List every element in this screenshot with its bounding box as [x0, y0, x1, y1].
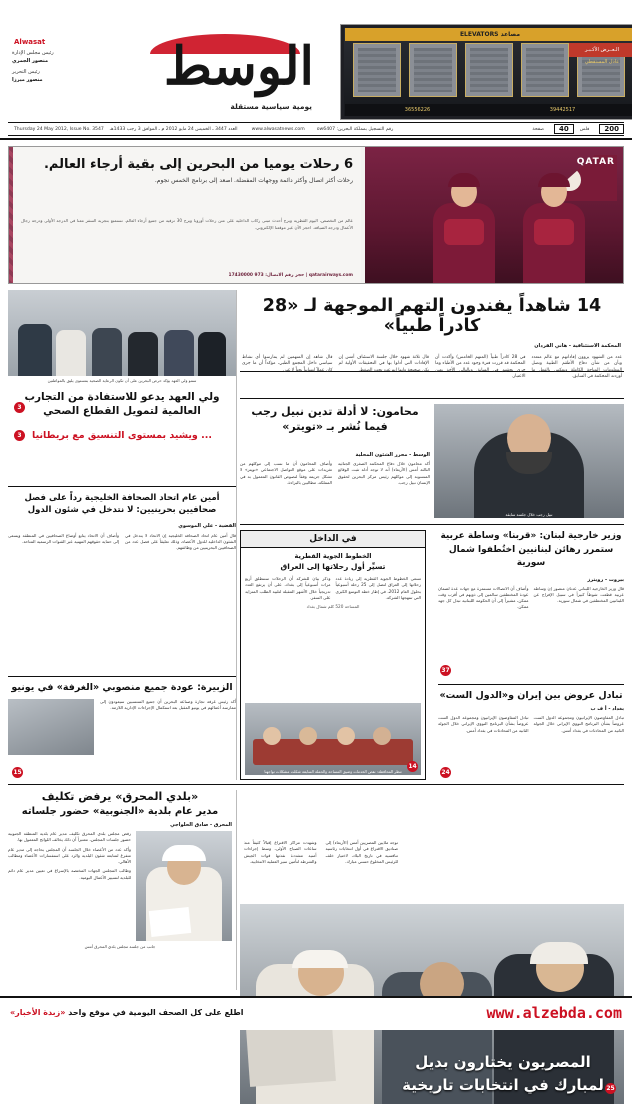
top-banner-ad[interactable] — [340, 24, 632, 120]
muharraq-story[interactable] — [8, 790, 232, 990]
website-line[interactable]: www.alwasatnews.com — [251, 126, 305, 132]
pages-box — [554, 124, 574, 134]
lebanon-kicker: بيروت - رويترز — [587, 576, 624, 583]
ad-phone-2: 36556226 — [404, 107, 431, 113]
editor-name-1: منصور الجمري — [12, 57, 49, 64]
issue-line-en: Thursday 24 May 2012, Issue No. 3547 — [14, 126, 104, 132]
lead-col-4: قال شاهد إن المتهمين لم يمارسوا أي نشاط سياسي داخل المجمع الطبي، مؤكداً أن ما جرى كان عملاً إنسانياً بحتاً لا غير. — [242, 355, 333, 373]
ad-bodytext: عالم من التخصص، اليوم القطرية وبرج أحدث مبنى ركاب الداخلية على متن رحلات أوروبا وبرج 30 ترفية من جميع أرجاء العالم. تستمتع بتجربة السفر معنا في الدرجة الأولى ودرجة رجال الأعمال ودرجة الضيافة. احجز الآن عبر موقعنا الإلكتروني. — [21, 218, 353, 230]
muharraq-photo-caption: جانب من جلسة مجلس بلدي المحرق أمس — [84, 944, 156, 949]
divider-mid-2 — [240, 524, 624, 525]
muharraq-col-1: رفض مجلس بلدي المحرق تكليف مدير عام بلدية المنطقة الجنوبية حضور جلسات المجلس، معتبراً أن ذلك يخالف اللوائح المعمول بها. — [8, 831, 131, 843]
divider-left-2 — [8, 676, 236, 677]
ad-copy — [13, 147, 361, 283]
gcc-press-col-2: وأضاف أن الاتحاد يتابع أوضاع الصحافيين في المنطقة ويسعى إلى حماية حقوقهم المهنية عبر القنوات الرسمية المتاحة. — [8, 532, 119, 544]
rajab-body — [240, 452, 430, 486]
iran-col-1: تبادل المفاوضون الإيرانيون ومجموعة الدول الست عروضاً بشأن البرنامج النووي الإيراني خلال الجولة الثانية من المحادثات في بغداد أمس. — [533, 715, 624, 733]
ad-phone-bar — [345, 104, 632, 116]
inside-box-title: في الداخل — [241, 531, 425, 548]
price-box — [599, 124, 624, 134]
divider-mid-3 — [438, 684, 624, 685]
masthead — [0, 0, 632, 140]
iran-headline: تبادل عروض بين إيران و«الدول الست» — [439, 690, 623, 701]
gcc-press-col-1: قال أمين عام اتحاد الصحافة الخليجية إن الاتحاد لا يتدخل في الشئون الداخلية للدول الأعضاء، وذلك تعليقاً على فصل عدد من الصحافيين البحرينيين من وظائفهم. — [125, 532, 236, 551]
elevator-image-3 — [465, 43, 513, 97]
qatar-airways-logo — [577, 157, 615, 167]
egypt-headline-block — [388, 1052, 618, 1096]
ad-subheadline: رحلات أكثر اتصال وأكثر دائمة ووجهات المفضلة. اصعد إلى برنامج الخمس نجوم. — [154, 177, 353, 184]
logo-latin-name: Alwasat — [14, 38, 46, 46]
footer-bar[interactable] — [0, 996, 632, 1030]
column-divider-2 — [236, 790, 237, 990]
ad-phone-1: 39442517 — [549, 107, 576, 113]
crown-prince-photo — [8, 290, 236, 376]
elevator-image-2 — [521, 43, 569, 97]
ad-photo — [365, 147, 623, 284]
inside-col-2: وذكر بيان للشركة أن الرحلات ستنطلق أربع مرات أسبوعياً إلى بغداد، على أن يرتفع العدد تدريجياً خلال الأشهر المقبلة لتلبية الطلب المتزايد على السفر. — [245, 576, 331, 600]
crown-prince-subheadline: ... ويشيد بمستوى التنسيق مع بريطانيا — [32, 430, 212, 441]
masthead-editors — [12, 50, 54, 84]
page-badge-1[interactable]: 3 — [14, 402, 25, 413]
page-badge-2[interactable]: 3 — [14, 430, 25, 441]
iran-page-badge[interactable]: 24 — [441, 769, 450, 776]
ad-brand-en: ELEVATORS — [459, 31, 499, 38]
inside-page-badge[interactable]: 14 — [408, 763, 417, 770]
egypt-headline-1: المصريون يختارون بديل — [415, 1053, 591, 1071]
crown-prince-headline: ولي العهد يدعو للاستفادة من التجارب العالمية لتمويل القطاع الصحي — [24, 391, 220, 418]
divider-bottom — [8, 784, 624, 785]
lead-story[interactable] — [240, 290, 624, 380]
pages-value: 40 — [559, 125, 569, 133]
gcc-press-kicker: القضية - علي الموسوي — [178, 522, 236, 529]
paper-tagline: يومية سياسية مستقلة — [230, 102, 312, 111]
chamber-photo — [8, 699, 94, 755]
chamber-story[interactable] — [8, 682, 236, 782]
egypt-headline-2: لمبارك في انتخابات تاريخية — [402, 1076, 604, 1094]
crown-prince-photo-caption: سمو ولي العهد يؤكد حرص البحرين على أن تكون الرعاية الصحية بمستوى يليق بالمواطنين — [47, 378, 197, 383]
ad-contact[interactable]: qatarairways.com | حجز رقم الاتصال: 973 17430000 — [228, 273, 353, 278]
cabin-crew-photo-1 — [515, 173, 593, 284]
lebanon-story[interactable] — [438, 530, 624, 678]
price-value: 200 — [604, 125, 619, 133]
issue-line-ar: العدد 3447 ـ الخميس 24 مايو 2012 م ـ الموافق 3 رجب 1433هـ — [109, 126, 238, 132]
elevator-image-4 — [409, 43, 457, 97]
alwasat-logo — [104, 34, 314, 100]
lebanon-col-2: وأضاف أن الاتصالات مستمرة مع جهات عدة لضمان عودة المختطفين سالمين إلى ذويهم في أقرب وقت ممكن، مشيراً إلى أن الحكومة اللبنانية تبذل كل جهد ممكن. — [438, 585, 529, 610]
muharraq-headline-1: «بلدي المحرق» يرفض تكليف — [41, 790, 199, 803]
footer-text-main: اطلع على كل الصحف اليومية في موقع واحد — [68, 1008, 244, 1017]
lead-col-3: قال ثلاثة شهود خلال جلسة الاستئناف أمس إن الإفادات التي أدلوا بها في التحقيقات الأولية لم تكن صحيحة وإنها انتزعت تحت الضغط. — [338, 355, 429, 373]
inside-sub-1: الخطوط الجوية القطرية — [294, 552, 372, 560]
muharraq-headline-2: مدير عام بلدية «الجنوبية» حضور جلساته — [21, 806, 219, 817]
gcc-press-headline: أمين عام اتحاد الصحافة الخليجية رداً على فصل صحافيين بحرينيين: لا نتدخل في شئون الدول — [24, 493, 220, 516]
lead-col-1: عدد من الشهود يروون إفاداتهم مع عالم متعدد وبأن من شأن دفاع الأطقم الطبية وتصل المعلومات المتاحة الكاملة ويعكس بالفعل ما أوردته المحكمة في السابق. — [531, 355, 622, 380]
inside-box[interactable] — [240, 530, 426, 780]
airline-name: QATAR — [576, 157, 615, 167]
editor-role-1: رئيس مجلس الإدارة — [12, 50, 54, 56]
chamber-headline: الزبيرة: عودة جميع منصوبي «الغرفة» في يونيو — [11, 682, 233, 693]
inside-note: المساحة 520 كلم شمال بغداد — [306, 604, 360, 610]
lead-body-columns — [240, 355, 624, 381]
ad-headline: 6 رحلات يوميا من البحرين إلى بقية أرجاء العالم. — [43, 157, 353, 172]
lawyer-photo — [434, 404, 624, 518]
gcc-press-story[interactable] — [8, 492, 236, 672]
cabin-crew-photo-2 — [425, 173, 503, 284]
lebanon-headline-1: وزير خارجية لبنان: «قربنا» وساطة عربية ستمرر رهائن لبنانيين اختُطفوا شمال سورية — [440, 531, 622, 568]
elevator-image-5 — [353, 43, 401, 97]
inside-photo-caption: تنظر المحافظة: نقص الخدمات وضيق المساحة والحملة السابقة شكلت مشكلات تواجهنا — [264, 769, 402, 775]
rajab-headline: محامون: لا أدلة تدين نبيل رجب فيما نُشر بـ «تويتر» — [251, 405, 419, 434]
ad-brand: مصاعد — [500, 31, 521, 38]
chamber-body: أكد رئيس غرفة تجارة وصناعة البحرين أن جميع المنتسبين سيعودون إلى ممارسة أعمالهم في يونيو المقبل بعد استكمال الإجراءات الإدارية اللازمة. — [100, 699, 236, 711]
lebanon-page-badge[interactable]: 37 — [441, 667, 450, 674]
muharraq-kicker: المحرق - صادق الحلواجي — [170, 822, 232, 828]
price-label: فلس — [579, 126, 590, 132]
divider-mid-1 — [240, 398, 624, 399]
registration-line: رقم التسجيل بمملكة البحرين: ow6407 — [316, 126, 394, 132]
muharraq-col-3: وطالب المجلس الجهات المختصة بالإسراع في تعيين مدير عام دائم للبلدية لتسيير الأعمال اليومية. — [8, 868, 131, 880]
muharraq-photo — [136, 831, 232, 941]
lawyer-photo-caption: نبيل رجب خلال جلسة سابقة — [505, 511, 553, 517]
egypt-col-2: وشهدت مراكز الاقتراع إقبالاً كثيفاً منذ ساعات الصباح الأولى، وسط إجراءات أمنية مشددة نفذتها قوات الجيش والشرطة لتأمين سير العملية الانتخابية. — [242, 838, 319, 867]
iran-col-2: تبادل المفاوضون الإيرانيون ومجموعة الدول الست عروضاً بشأن البرنامج النووي الإيراني خلال الجولة الثانية من المحادثات في بغداد أمس. — [438, 715, 529, 733]
egypt-body-columns — [242, 838, 400, 867]
masthead-info-strip — [8, 122, 624, 136]
ad-title — [345, 28, 632, 41]
crown-prince-story[interactable] — [8, 290, 236, 480]
muharraq-col-2: وأكد عدد من الأعضاء خلال الجلسة أن المجلس بحاجة إلى مدير عام متفرغ لمتابعة شئون البلدية والرد على استفسارات الأعضاء ومطالب الأهالي. — [8, 846, 131, 865]
divider-left-1 — [8, 486, 236, 487]
egypt-page-badge[interactable]: 25 — [606, 1085, 615, 1092]
rajab-kicker: الوسط - محرر الشئون المحلية — [355, 452, 430, 458]
footer-url[interactable]: www.alzebda.com — [486, 1004, 622, 1022]
footer-text — [10, 1008, 243, 1017]
egypt-col-1: توجه ملايين المصريين أمس (الأربعاء) إلى صناديق الاقتراع في أول انتخابات رئاسية تنافسية في تاريخ البلاد، لاختيار خلف للرئيس المخلوع حسني مبارك. — [324, 838, 401, 867]
inside-photo — [245, 703, 421, 775]
rajab-col-1: أكد محامون خلال دفاع المحكمة الصغرى الجنائية الثالثة أمس (الأربعاء) أنه لا توجد أدلة تثبت الوقائع المنسوبة إلى موكلهم رئيس مركز البحرين لحقوق الإنسان نبيل رجب. — [338, 461, 430, 485]
lead-kicker: المحكمة الاستئنافية - هاني الفردان — [534, 343, 621, 349]
rajab-col-2: وأضاف المحامون أن ما نسب إلى موكلهم من تغريدات على موقع التواصل الاجتماعي «تويتر» لا تشكل جريمة وفقاً لنصوص القانون المعمول به في المملكة، مطالبين بالبراءة. — [240, 461, 332, 485]
lebanon-col-1: قال وزير الخارجية اللبناني عدنان منصور إن وساطة عربية قطعت شوطاً كبيراً في سبيل الإفراج عن اللبنانيين المختطفين في شمال سورية. — [533, 585, 624, 604]
iran-story[interactable] — [438, 690, 624, 780]
lead-col-2: في 28 كادراً طبياً (المتهم الخامس) وأكدت أن المحكمة قد قررت فترة وجود عدد من الأطباء وما جرى بحقهم في السابق وبالتالي الأخذ بعين الاعتبار. — [435, 355, 526, 380]
iran-kicker: بغداد - أ ف ب — [590, 706, 624, 712]
qatar-airways-ad[interactable] — [8, 146, 624, 284]
ad-subtitle: عادل المستقطي — [584, 59, 620, 65]
inside-col-1: تسعى الخطوط الجوية القطرية إلى زيادة عدد رحلاتها إلى العراق لتصل إلى 25 رحلة أسبوعياً بحلول العام 2012، في إطار خطة التوسع الكبرى التي تنتهجها الشركة. — [335, 576, 421, 600]
pages-label: صفحة — [532, 126, 545, 132]
lead-headline: 14 شاهداً يفندون التهم الموجهة لـ «28 كادراً طبياً» — [262, 296, 602, 336]
footer-text-brand: «زبدة الأخبار» — [10, 1008, 66, 1017]
editor-role-2: رئيس التحرير — [12, 69, 40, 75]
masthead-logo-block — [8, 20, 320, 120]
editor-name-2: منصور ميرزا — [12, 76, 43, 83]
logo-wordmark: الوسط — [163, 36, 314, 97]
inside-sub-2: تسيِّر أول رحلاتها إلى العراق — [280, 562, 386, 571]
column-divider-1 — [236, 290, 237, 780]
ad-banner-label: الـعــرض الأكـبـر — [569, 43, 632, 57]
chamber-page-badge[interactable]: 15 — [13, 769, 22, 776]
